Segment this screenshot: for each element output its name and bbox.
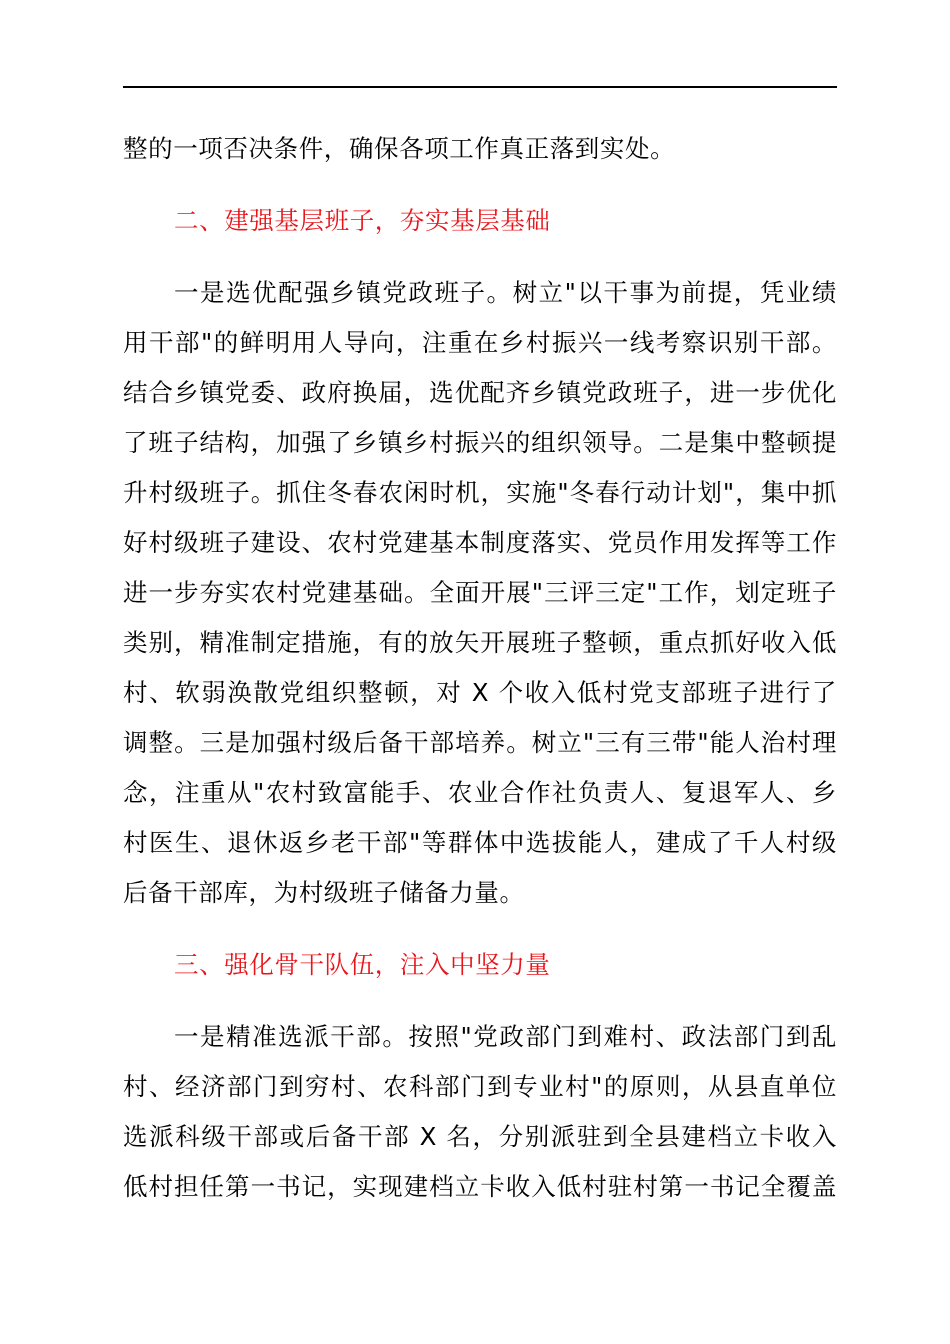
- header-rule: [123, 86, 837, 88]
- paragraph-line: 村、软弱涣散党组织整顿，对 X 个收入低村党支部班子进行了: [123, 678, 837, 707]
- paragraph-line: 低村担任第一书记，实现建档立卡收入低村驻村第一书记全覆盖: [123, 1172, 837, 1201]
- paragraph-line: 一是选优配强乡镇党政班子。树立"以干事为前提，凭业绩: [174, 278, 837, 307]
- paragraph-line: 好村级班子建设、农村党建基本制度落实、党员作用发挥等工作: [123, 528, 837, 557]
- section-heading-3: 三、强化骨干队伍，注入中坚力量: [174, 950, 551, 979]
- paragraph-line: 进一步夯实农村党建基础。全面开展"三评三定"工作，划定班子: [123, 578, 837, 607]
- paragraph-line: 念，注重从"农村致富能手、农业合作社负责人、复退军人、乡: [123, 778, 837, 807]
- paragraph-line: 类别，精准制定措施，有的放矢开展班子整顿，重点抓好收入低: [123, 628, 837, 657]
- document-body: [123, 124, 837, 1212]
- paragraph-line: 结合乡镇党委、政府换届，选优配齐乡镇党政班子，进一步优化: [123, 378, 837, 407]
- paragraph-line: 调整。三是加强村级后备干部培养。树立"三有三带"能人治村理: [123, 728, 837, 757]
- paragraph-line: 升村级班子。抓住冬春农闲时机，实施"冬春行动计划"，集中抓: [123, 478, 837, 507]
- paragraph-line: 整的一项否决条件，确保各项工作真正落到实处。: [123, 134, 676, 163]
- paragraph-line: 用干部"的鲜明用人导向，注重在乡村振兴一线考察识别干部。: [123, 328, 837, 357]
- paragraph-line: 了班子结构，加强了乡镇乡村振兴的组织领导。二是集中整顿提: [123, 428, 837, 457]
- paragraph-line: 选派科级干部或后备干部 X 名，分别派驻到全县建档立卡收入: [123, 1122, 837, 1151]
- section-heading-2: 二、建强基层班子，夯实基层基础: [174, 206, 551, 235]
- paragraph-line: 村、经济部门到穷村、农科部门到专业村"的原则，从县直单位: [123, 1072, 837, 1101]
- paragraph-line: 村医生、退休返乡老干部"等群体中选拔能人，建成了千人村级: [123, 828, 837, 857]
- paragraph-line: 一是精准选派干部。按照"党政部门到难村、政法部门到乱: [174, 1022, 837, 1051]
- paragraph-line: 后备干部库，为村级班子储备力量。: [123, 878, 525, 907]
